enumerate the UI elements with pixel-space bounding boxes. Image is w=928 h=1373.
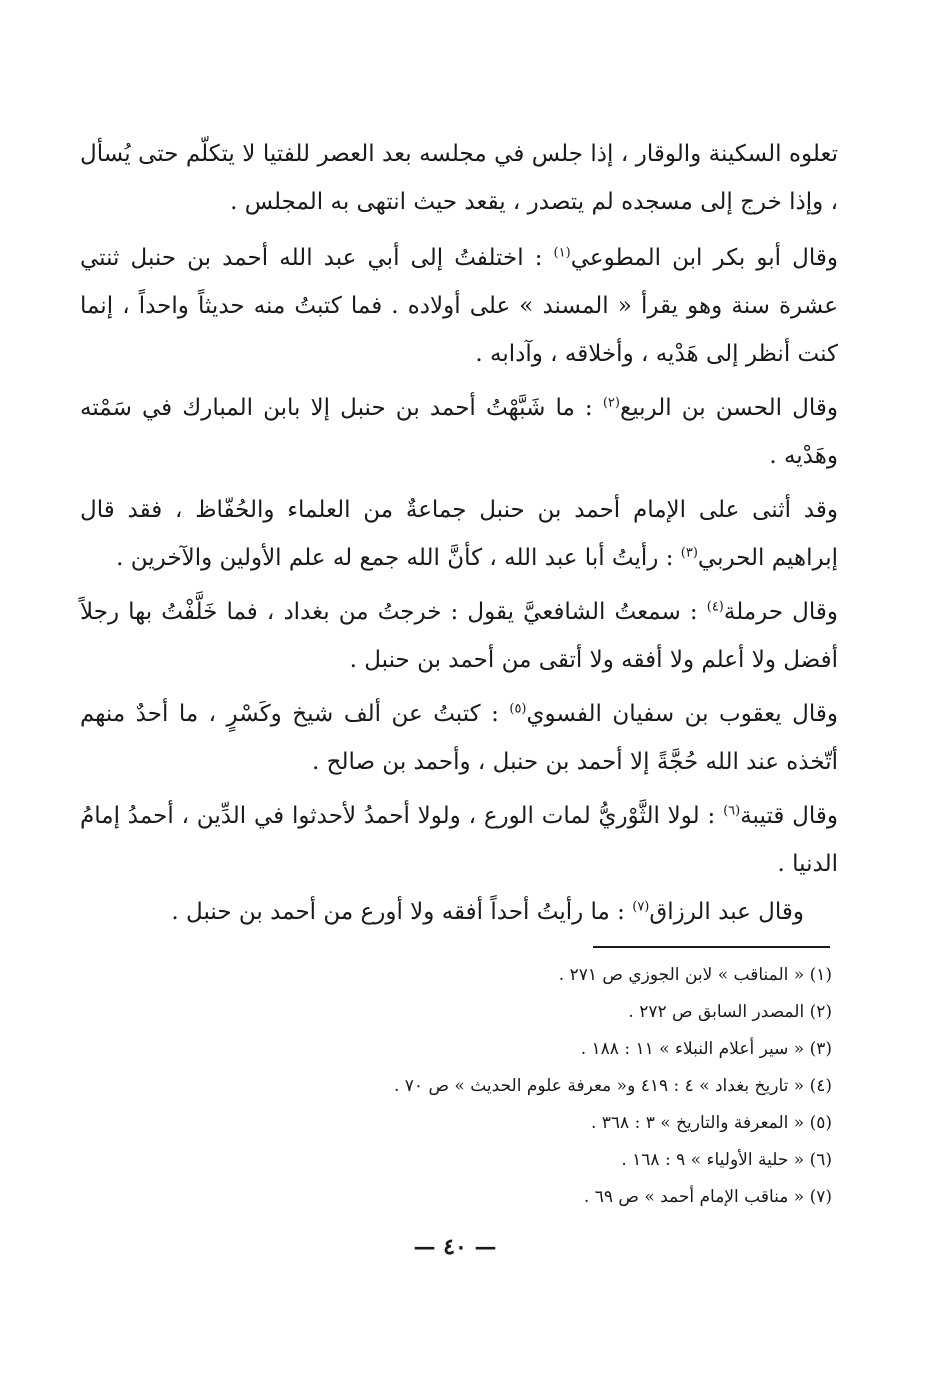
paragraph-text: : لولا الثَّوْريُّ لمات الورع ، ولولا أحمدُ لأحدثوا في الدِّين ، أحمدُ إمامُ الدنيا . (80, 803, 838, 877)
paragraph-text: وقال عبد الرزاق (649, 899, 804, 925)
paragraph-7 (80, 792, 838, 888)
footnote-7: (٧) « مناقب الإمام أحمد » ص ٦٩ . (583, 1187, 832, 1207)
paragraph-text: : كتبتُ عن ألف شيخ وكَسْرٍ ، ما أحدٌ منهم أتّخذه عند الله حُجَّةً إلا أحمد بن حنبل ، وأحمد بن صالح . (80, 701, 838, 775)
footnote-ref-5: (٥) (509, 701, 527, 717)
paragraph-5 (80, 588, 838, 684)
paragraph-text: وقال يعقوب بن سفيان الفسوي (526, 701, 839, 727)
footnote-2: (٢) المصدر السابق ص ٢٧٢ . (628, 1002, 832, 1022)
paragraph-4 (80, 486, 838, 582)
footnote-separator (593, 946, 830, 948)
paragraph-text: وقال أبو بكر ابن المطوعي (570, 245, 838, 271)
footnote-6: (٦) « حلية الأولياء » ٩ : ١٦٨ . (621, 1150, 832, 1170)
paragraph-text: وقد أثنى على الإمام أحمد بن حنبل جماعةٌ من العلماء والحُفّاظ ، فقد قال إبراهيم الحربي (80, 497, 838, 571)
footnote-ref-2: (٢) (602, 395, 620, 411)
footnote-3: (٣) « سير أعلام النبلاء » ١١ : ١٨٨ . (580, 1039, 832, 1059)
page-number: — ٤٠ — (413, 1234, 497, 1260)
footnote-ref-7: (٧) (632, 899, 650, 915)
footnote-5: (٥) « المعرفة والتاريخ » ٣ : ٣٦٨ . (590, 1113, 832, 1133)
paragraph-text: : ما رأيتُ أحداً أفقه ولا أورع من أحمد بن حنبل . (171, 899, 633, 925)
paragraph-text: وقال قتيبة (740, 803, 839, 829)
paragraph-text: وقال حرملة (723, 599, 838, 625)
paragraph-text: وقال الحسن بن الربيع (619, 395, 839, 421)
footnotes (272, 957, 832, 1216)
main-text (80, 130, 838, 226)
footnote-ref-6: (٦) (723, 803, 741, 819)
paragraph-2 (80, 234, 838, 378)
footnote-ref-3: (٣) (680, 545, 698, 561)
paragraph-text: : ما شَبَّهْتُ أحمد بن حنبل إلا بابن المبارك في سَمْته وهَدْيه . (80, 395, 838, 469)
footnote-ref-1: (١) (553, 245, 571, 261)
paragraph-text: : اختلفتُ إلى أبي عبد الله أحمد بن حنبل ثنتي عشرة سنة وهو يقرأ « المسند » على أولاده . فما كتبتُ منه حديثاً واحداً ، إنما كنت أنظر إلى هَدْيه ، وأخلاقه ، وآدابه . (80, 245, 838, 367)
paragraph-6 (80, 690, 838, 786)
footnote-ref-4: (٤) (706, 599, 724, 615)
paragraph-8 (80, 888, 838, 936)
paragraph-1: تعلوه السكينة والوقار ، إذا جلس في مجلسه بعد العصر للفتيا لا يتكلّم حتى يُسأل ، وإذا خرج إلى مسجده لم يتصدر ، يقعد حيث انتهى به المجلس . (80, 141, 838, 215)
paragraph-3 (80, 384, 838, 480)
paragraph-text: : سمعتُ الشافعيَّ يقول : خرجتُ من بغداد ، فما خَلَّفْتُ بها رجلاً أفضل ولا أعلم ولا أفقه ولا أتقى من أحمد بن حنبل . (80, 599, 838, 673)
paragraph-text: : رأيتُ أبا عبد الله ، كأنَّ الله جمع له علم الأولين والآخرين . (116, 545, 681, 571)
footnote-4: (٤) « تاريخ بغداد » ٤ : ٤١٩ و« معرفة علوم الحديث » ص ٧٠ . (393, 1076, 832, 1096)
footnote-1: (١) « المناقب » لابن الجوزي ص ٢٧١ . (558, 965, 832, 985)
